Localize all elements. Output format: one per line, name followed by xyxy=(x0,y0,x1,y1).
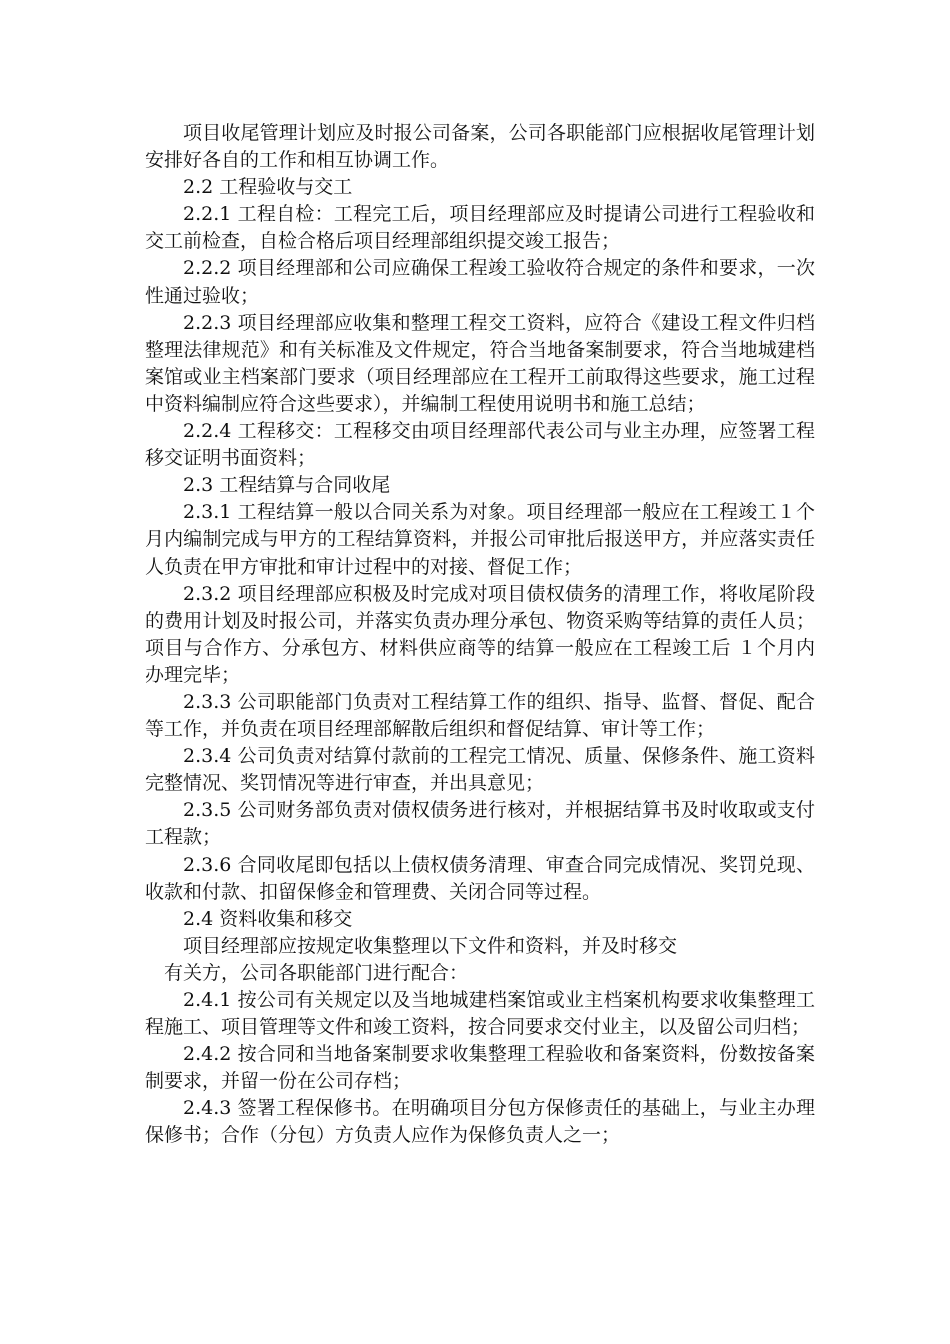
paragraph-2-2-2: 2.2.2 项目经理部和公司应确保工程竣工验收符合规定的条件和要求，一次性通过验收； xyxy=(145,257,815,307)
paragraph-2-3-3: 2.3.3 公司职能部门负责对工程结算工作的组织、指导、监督、督促、配合等工作，并负责在项目经理部解散后组织和督促结算、审计等工作； xyxy=(145,690,815,741)
paragraph-2-3-6: 2.3.6 合同收尾即包括以上债权债务清理、审查合同完成情况、奖罚兑现、收款和付款、扣留保修金和管理费、关闭合同等过程。 xyxy=(145,853,815,903)
paragraph-closing-plan: 项目收尾管理计划应及时报公司备案，公司各职能部门应根据收尾管理计划安排好各自的工作和相互协调工作。 xyxy=(145,122,815,172)
paragraph-2-3-1: 2.3.1 工程结算一般以合同关系为对象。项目经理部一般应在工程竣工１个月内编制完成与甲方的工程结算资料，并报公司审批后报送甲方，并应落实责任人负责在甲方审批和审计过程中的对接、督促工作； xyxy=(145,501,815,578)
paragraph-2-2-3: 2.2.3 项目经理部应收集和整理工程交工资料，应符合《建设工程文件归档整理法律规范》和有关标准及文件规定，符合当地备案制要求，符合当地城建档案馆或业主档案部门要求（项目经理部应在工程开工前取得这些要求，施工过程中资料编制应符合这些要求），并编制工程使用说明书和施工总结； xyxy=(145,311,815,415)
paragraph-2-3-2: 2.3.2 项目经理部应积极及时完成对项目债权债务的清理工作，将收尾阶段的费用计划及时报公司，并落实负责办理分承包、物资采购等结算的责任人员；项目与合作方、分承包方、材料供应商等的结算一般应在工程竣工后 １个月内办理完毕； xyxy=(145,582,815,686)
paragraph-2-3-5: 2.3.5 公司财务部负责对债权债务进行核对，并根据结算书及时收取或支付工程款； xyxy=(145,799,815,849)
section-heading-2-3: 2.3 工程结算与合同收尾 xyxy=(183,474,391,497)
paragraph-2-4-3: 2.4.3 签署工程保修书。在明确项目分包方保修责任的基础上，与业主办理保修书；合作（分包）方负责人应作为保修负责人之一； xyxy=(145,1097,815,1147)
paragraph-2-3-4: 2.3.4 公司负责对结算付款前的工程完工情况、质量、保修条件、施工资料完整情况、奖罚情况等进行审查，并出具意见； xyxy=(145,745,815,795)
paragraph-2-2-1: 2.2.1 工程自检：工程完工后，项目经理部应及时提请公司进行工程验收和交工前检查，自检合格后项目经理部组织提交竣工报告； xyxy=(145,203,815,253)
paragraph-2-4-1: 2.4.1 按公司有关规定以及当地城建档案馆或业主档案机构要求收集整理工程施工、项目管理等文件和竣工资料，按合同要求交付业主，以及留公司归档； xyxy=(145,989,815,1039)
paragraph-2-4-intro: 项目经理部应按规定收集整理以下文件和资料，并及时移交 xyxy=(183,934,678,957)
paragraph-2-4-2: 2.4.2 按合同和当地备案制要求收集整理工程验收和备案资料，份数按备案制要求，并留一份在公司存档； xyxy=(145,1043,815,1093)
document-body xyxy=(145,120,815,1150)
section-heading-2-2: 2.2 工程验收与交工 xyxy=(183,176,353,199)
paragraph-2-4-intro-cont: 有关方，公司各职能部门进行配合： xyxy=(164,961,469,984)
section-heading-2-4: 2.4 资料收集和移交 xyxy=(183,907,353,930)
paragraph-2-2-4: 2.2.4 工程移交：工程移交由项目经理部代表公司与业主办理，应签署工程移交证明书面资料； xyxy=(145,420,815,470)
